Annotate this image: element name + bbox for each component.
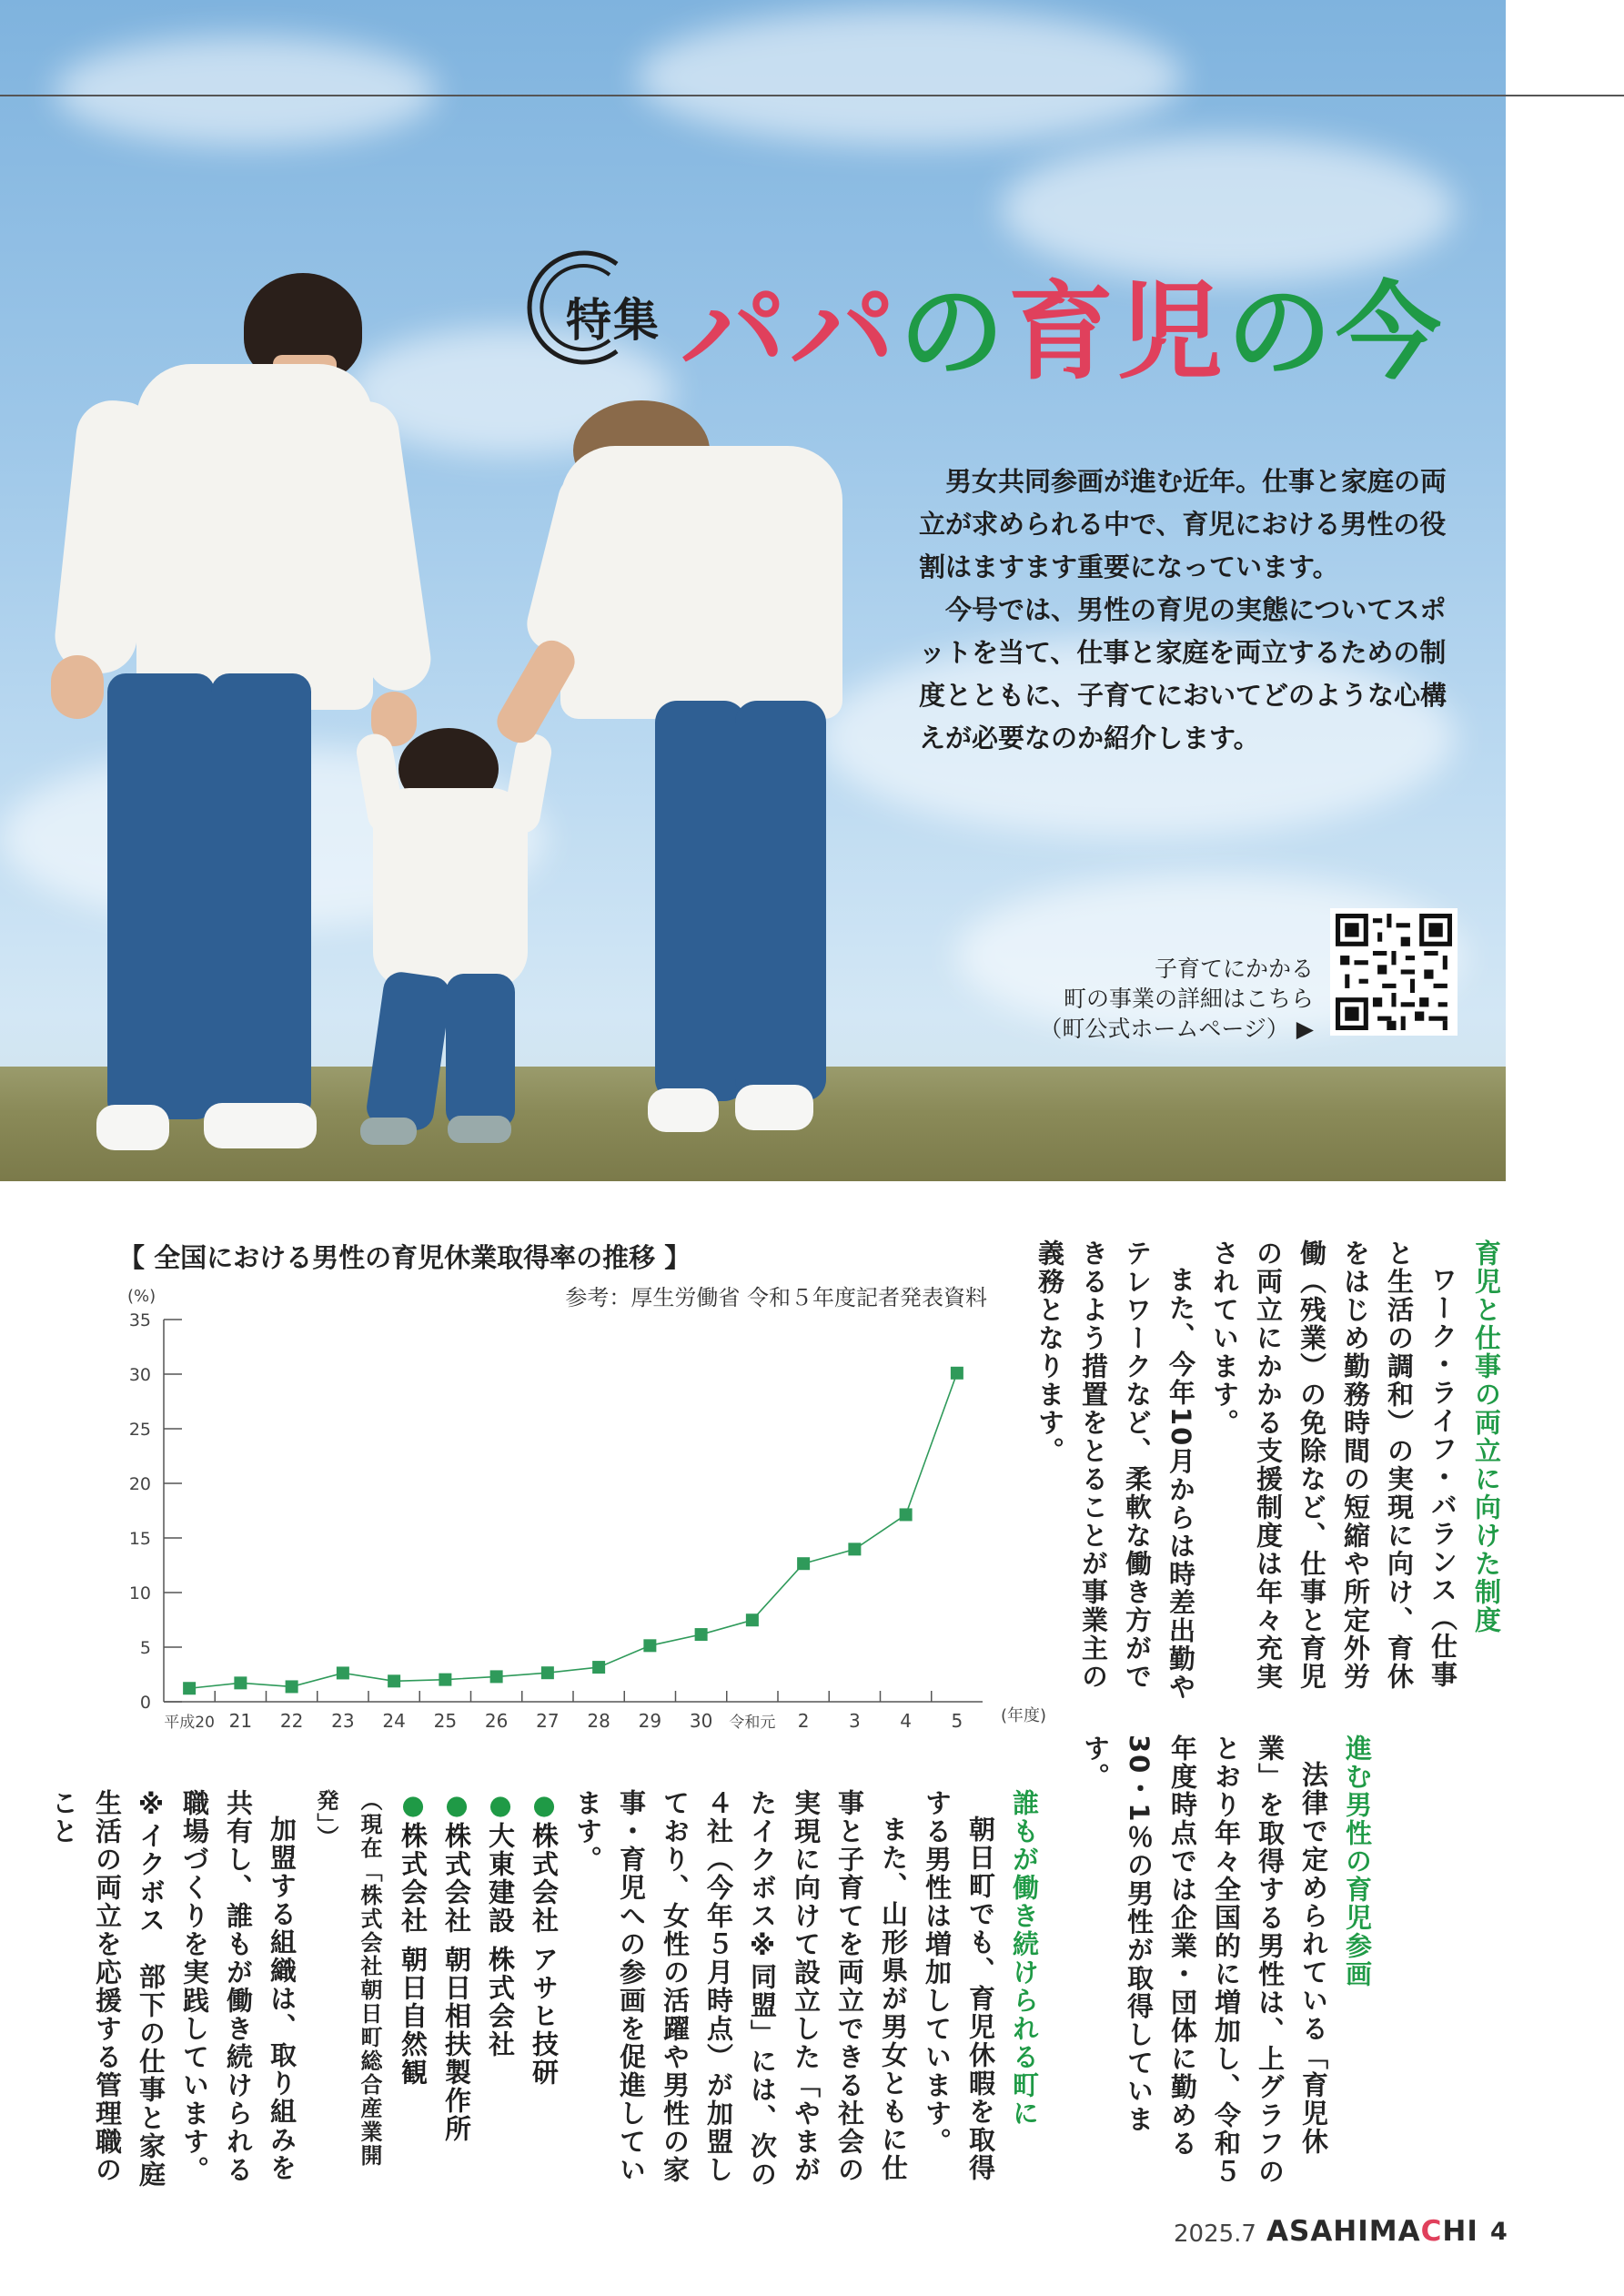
chart-x-tick-label: 5 xyxy=(951,1710,963,1732)
chart-source: 参考：厚生労働省 令和５年度記者発表資料 xyxy=(565,1285,987,1310)
section-men-childcare xyxy=(1080,1735,1379,2190)
chart-data-point xyxy=(337,1666,349,1679)
chart-y-tick-label: 35 xyxy=(128,1310,151,1330)
chart-y-unit: (%) xyxy=(127,1287,156,1306)
company-item: ●株式会社 朝日自然観 xyxy=(398,1789,429,2088)
chart-data-point xyxy=(848,1542,861,1555)
chart-x-tick-label: 平成20 xyxy=(164,1714,215,1732)
chart-data-point xyxy=(490,1670,503,1683)
chart-data-point xyxy=(797,1557,810,1570)
qr-caption-line: 町の事業の詳細はこちら xyxy=(1063,986,1314,1012)
paragraph: また、山形県が男女ともに仕事と子育てを両立できる社会の実現に向けて設立した「やまがたイクボス※同盟」には、次の４社（今年５月時点）が加盟しており、女性の活躍や男性の家事・育児への参画を促進しています。 xyxy=(572,1789,909,2189)
chart-y-tick-label: 30 xyxy=(128,1365,151,1385)
section-town xyxy=(48,1789,1046,2190)
chart-y-tick-label: 15 xyxy=(128,1529,151,1549)
paragraph: 法律で定められている「育児休業」を取得する男性は、上グラフのとおり年々全国的に増加し、令和５年度時点では企業・団体に勤める30・1％の男性が取得しています。 xyxy=(1080,1735,1329,2186)
paragraph: 朝日町でも、育児休暇を取得する男性は増加しています。 xyxy=(922,1789,996,2182)
chart-x-tick-label: 22 xyxy=(279,1710,304,1732)
chart-x-tick-label: 4 xyxy=(900,1710,912,1732)
footnote: ※イクボス 部下の仕事と家庭生活の両立を応援する管理職のこと xyxy=(48,1789,166,2189)
lead-text xyxy=(919,460,1465,760)
chart-x-tick-label: 28 xyxy=(587,1710,610,1732)
chart-y-tick-label: 25 xyxy=(128,1420,151,1440)
header-rule xyxy=(0,95,1624,96)
chart-x-tick-label: 2 xyxy=(797,1710,810,1732)
paragraph: 加盟する組織は、取り組みを共有し、誰もが働き続けられる職場づくりを実践しています。 xyxy=(179,1789,298,2184)
chart-y-tick-label: 20 xyxy=(128,1474,151,1494)
chart-x-tick-label: 3 xyxy=(849,1710,861,1732)
chart-x-tick-label: 30 xyxy=(689,1710,713,1732)
chart-title: 【 全国における男性の育児休業取得率の推移 】 xyxy=(118,1242,691,1273)
section-work-life xyxy=(1034,1239,1508,1713)
chart-data-point xyxy=(900,1508,913,1521)
page-title: パパの育児の今 xyxy=(681,271,1445,394)
qr-caption-line: 子育てにかかる xyxy=(1154,956,1314,982)
qr-caption xyxy=(1001,954,1314,1044)
chart-data-point xyxy=(541,1666,554,1679)
chart-data-point xyxy=(643,1639,656,1652)
chart-data-point xyxy=(695,1628,708,1641)
chart-x-tick-label: 25 xyxy=(433,1710,458,1732)
section-heading: 育児と仕事の両立に向けた制度 xyxy=(1471,1239,1502,1634)
chart-data-point xyxy=(951,1367,963,1380)
chart-data-point xyxy=(286,1680,298,1693)
qr-caption-line: （町公式ホームページ） ▶ xyxy=(1039,1016,1314,1042)
chart-y-tick-label: 10 xyxy=(128,1583,151,1603)
chart-x-tick-label: 21 xyxy=(228,1710,253,1732)
qr-code-icon xyxy=(1336,914,1452,1030)
paragraph: ワーク・ライフ・バランス（仕事と生活の調和）の実現に向け、育休をはじめ勤務時間の短縮や所定外労働（残業）の免除など、仕事と育児の両立にかかる支援制度は年々充実されています。 xyxy=(1209,1239,1458,1691)
company-item: ●大東建設 株式会社 xyxy=(485,1789,516,2059)
chart-x-tick-label: 27 xyxy=(536,1710,560,1732)
chart-data-point xyxy=(746,1613,759,1626)
chart-data-point xyxy=(234,1676,247,1689)
chart-data-point xyxy=(592,1661,605,1674)
lead-paragraph: 男女共同参画が進む近年。仕事と家庭の両立が求められる中で、育児における男性の役割はますます重要になっています。 xyxy=(919,466,1447,582)
chart-series-line xyxy=(189,1373,957,1688)
chart-x-tick-label: 令和元 xyxy=(729,1714,776,1732)
chart-x-unit: (年度) xyxy=(1001,1706,1047,1725)
issue-date: 2025.7 xyxy=(1174,2220,1256,2248)
lead-paragraph: 今号では、男性の育児の実態についてスポットを当て、仕事と家庭を両立するための制度とともに、子育てにおいてどのような心構えが必要なのか紹介します。 xyxy=(919,594,1447,754)
chart-y-tick-label: 0 xyxy=(139,1693,151,1713)
chart-data-point xyxy=(183,1682,196,1694)
company-note: （現在「株式会社朝日町総合産業開発」） xyxy=(313,1789,382,2168)
feature-tag: 特集 xyxy=(566,294,661,347)
chart-y-tick-label: 5 xyxy=(139,1638,151,1658)
section-heading: 進む男性の育児参画 xyxy=(1342,1735,1373,1988)
paragraph: また、今年10月からは時差出勤やテレワークなど、柔軟な働き方ができるよう措置をとることが事業主の義務となります。 xyxy=(1034,1239,1196,1702)
page-corner xyxy=(1506,0,1624,95)
company-item: ●株式会社 アサヒ技研 xyxy=(529,1789,560,2088)
chart-x-tick-label: 24 xyxy=(382,1710,406,1732)
page-number: 4 xyxy=(1490,2218,1508,2246)
hero-photo xyxy=(0,0,1506,1181)
chart-data-point xyxy=(439,1674,451,1686)
brand-logo: ASAHIMACHI xyxy=(1266,2215,1478,2248)
chart-x-tick-label: 23 xyxy=(331,1710,355,1732)
section-heading: 誰もが働き続けられる町に xyxy=(1009,1789,1040,2128)
line-chart xyxy=(109,1274,1055,1747)
chart-x-tick-label: 26 xyxy=(484,1710,509,1732)
chart-x-tick-label: 29 xyxy=(638,1710,662,1732)
qr-code[interactable] xyxy=(1330,908,1458,1036)
chart-data-point xyxy=(388,1674,400,1687)
company-item: ●株式会社 朝日相扶製作所 xyxy=(441,1789,472,2144)
